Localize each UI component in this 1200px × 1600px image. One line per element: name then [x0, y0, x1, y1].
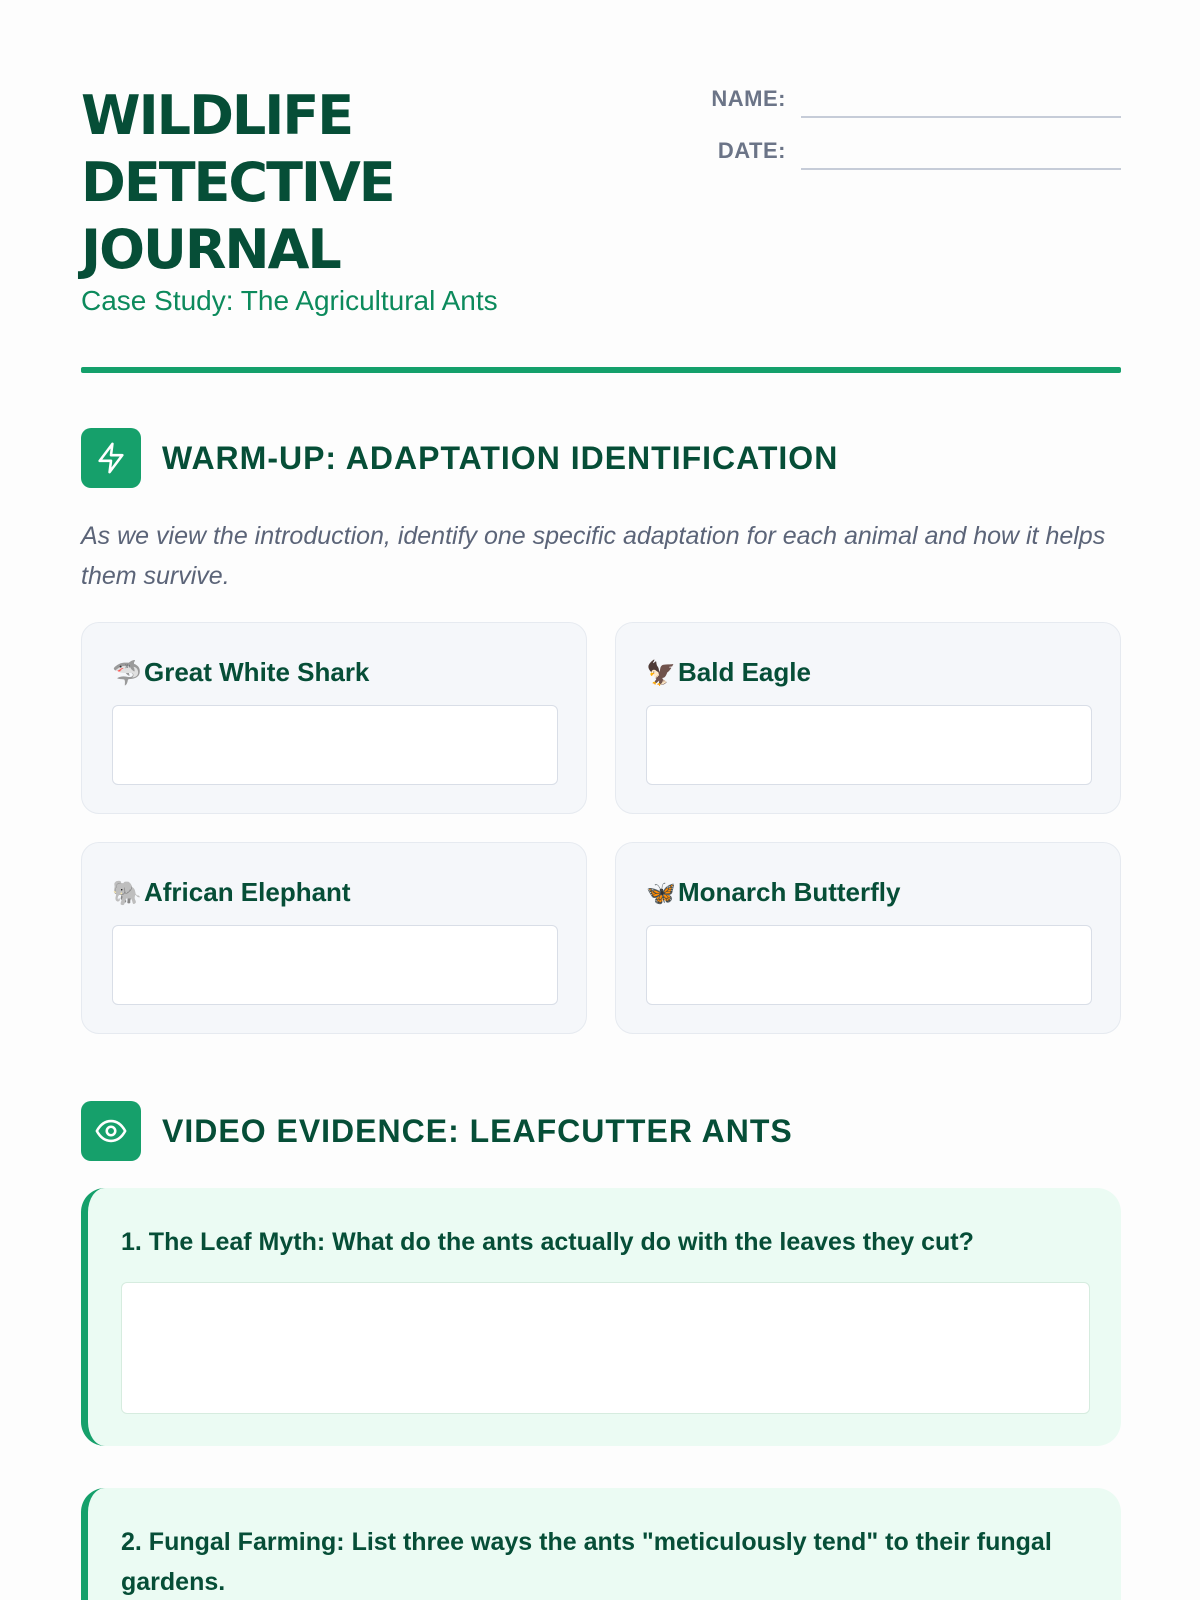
video-title: VIDEO EVIDENCE: LEAFCUTTER ANTS — [162, 1113, 793, 1149]
shark-answer-field[interactable] — [112, 705, 558, 785]
header-divider — [81, 367, 1121, 373]
animal-name: African Elephant — [144, 877, 351, 907]
name-row — [691, 82, 1121, 122]
lightning-icon — [81, 428, 141, 488]
video-section-header — [81, 1101, 1121, 1161]
shark-icon: 🦈 — [112, 660, 142, 687]
warmup-title: WARM-UP: ADAPTATION IDENTIFICATION — [162, 440, 839, 476]
question-card-2 — [81, 1488, 1121, 1600]
animal-card-title — [112, 877, 351, 908]
warmup-section-header — [81, 428, 1121, 488]
question-text: 2. Fungal Farming: List three ways the ants "meticulously tend" to their fungal gardens. — [121, 1528, 1052, 1596]
animal-card-shark — [81, 622, 587, 814]
title-block — [81, 82, 641, 283]
date-label: DATE: — [717, 138, 786, 163]
warmup-instructions: As we view the introduction, identify one specific adaptation for each animal and how it helps them survive. — [81, 522, 1106, 590]
butterfly-icon: 🦋 — [646, 880, 676, 907]
animal-card-title — [646, 657, 811, 688]
animal-name: Great White Shark — [144, 657, 370, 687]
worksheet-header — [81, 82, 1121, 322]
animal-card-eagle — [615, 622, 1121, 814]
animal-card-butterfly — [615, 842, 1121, 1034]
elephant-answer-field[interactable] — [112, 925, 558, 1005]
name-field[interactable] — [801, 116, 1121, 118]
page-title — [81, 82, 641, 283]
animal-name: Monarch Butterfly — [678, 877, 901, 907]
title-line: DETECTIVE — [81, 151, 394, 214]
eagle-answer-field[interactable] — [646, 705, 1092, 785]
eagle-icon: 🦅 — [646, 660, 676, 687]
question-text: 1. The Leaf Myth: What do the ants actually do with the leaves they cut? — [121, 1228, 974, 1256]
title-line: WILDLIFE — [81, 84, 353, 147]
question-1-answer-field[interactable] — [121, 1282, 1090, 1414]
eye-icon — [81, 1101, 141, 1161]
page-subtitle: Case Study: The Agricultural Ants — [81, 285, 498, 316]
name-label: NAME: — [711, 86, 786, 111]
animal-card-title — [112, 657, 369, 688]
animal-card-elephant — [81, 842, 587, 1034]
question-card-1 — [81, 1188, 1121, 1446]
date-row — [691, 134, 1121, 174]
elephant-icon: 🐘 — [112, 880, 142, 907]
title-line: JOURNAL — [81, 218, 340, 281]
butterfly-answer-field[interactable] — [646, 925, 1092, 1005]
animal-name: Bald Eagle — [678, 657, 811, 687]
animal-card-title — [646, 877, 900, 908]
date-field[interactable] — [801, 168, 1121, 170]
